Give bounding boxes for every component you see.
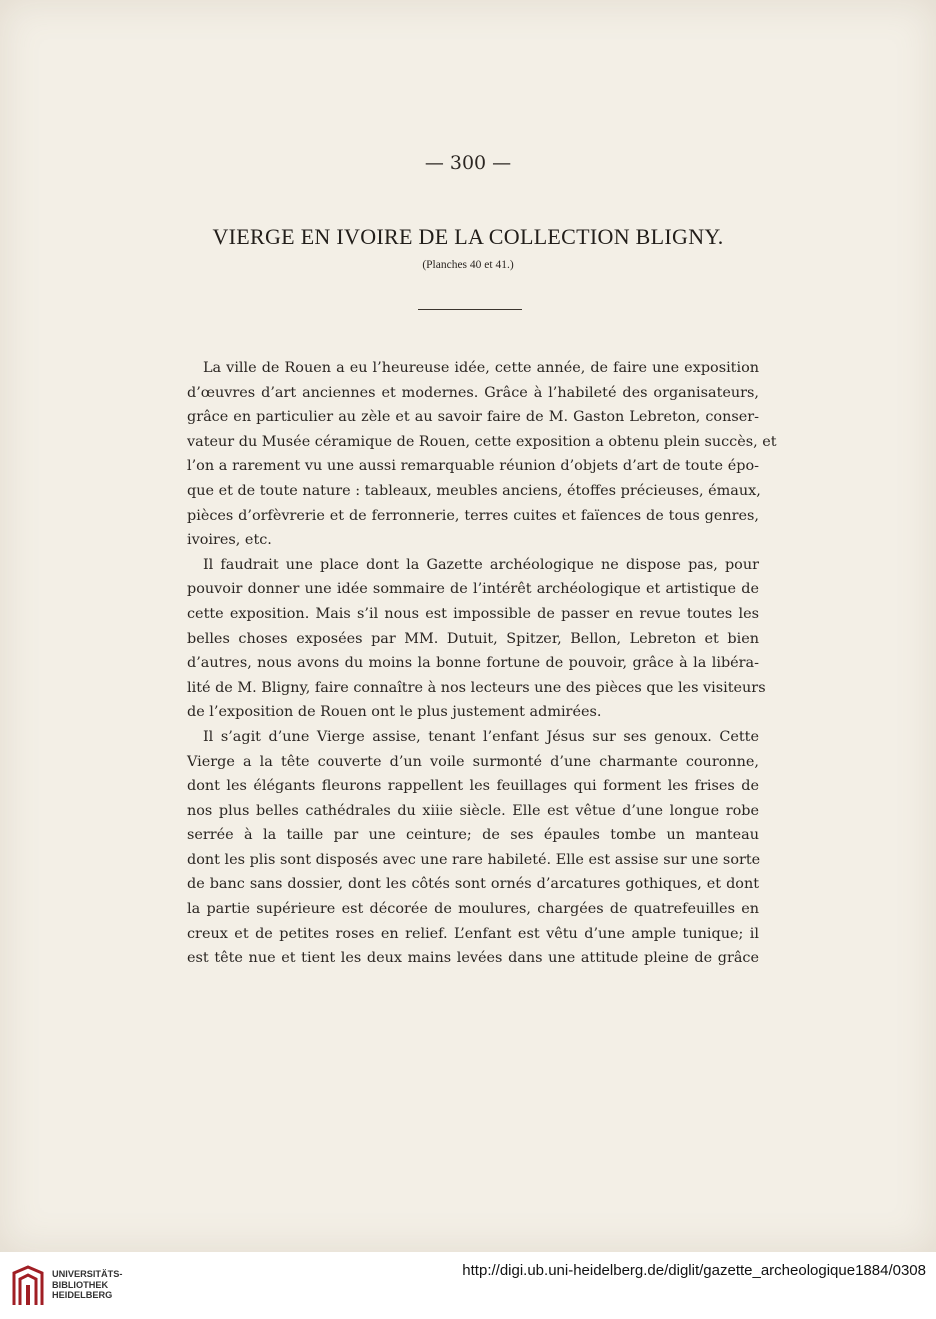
text-line: Il faudrait une place dont la Gazette archéologique ne dispose pas, pour [203,556,759,573]
permalink-url[interactable]: http://digi.ub.uni-heidelberg.de/diglit/gazette_archeologique1884/0308 [462,1262,926,1279]
text-line: ivoires, etc. [187,532,272,549]
text-line: cette exposition. Mais s’il nous est impossible de passer en revue toutes les [187,605,759,622]
library-name-line: UNIVERSITÄTS- [52,1269,123,1279]
text-line: d’œuvres d’art anciennes et modernes. Grâce à l’habileté des organisateurs, [187,384,759,401]
text-line: dont les élégants fleurons rappellent les feuillages qui forment les frises de [187,778,759,795]
library-name-line: BIBLIOTHEK [52,1279,109,1290]
title-divider [418,309,522,310]
article-title: VIERGE EN IVOIRE DE LA COLLECTION BLIGNY. [212,224,724,249]
text-line: nos plus belles cathédrales du xiiie siècle. Elle est vêtue d’une longue robe [187,802,759,819]
text-line: vateur du Musée céramique de Rouen, cette exposition a obtenu plein succès, et [187,433,777,450]
text-line: lité de M. Bligny, faire connaître à nos lecteurs une des pièces que les visiteurs [187,679,766,696]
library-name [52,1269,122,1301]
page-number: — 300 — [424,152,512,174]
plates-reference: (Planches 40 et 41.) [422,259,514,271]
library-name-line: HEIDELBERG [52,1290,113,1300]
text-line: l’on a rarement vu une aussi remarquable réunion d’objets d’art de toute épo- [187,458,759,475]
text-line: la partie supérieure est décorée de moulures, chargées de quatrefeuilles en [187,901,759,918]
text-line: creux et de petites roses en relief. L’enfant est vêtu d’une ample tunique; il [187,925,759,942]
text-line: dont les plis sont disposés avec une rare habileté. Elle est assise sur une sorte [187,851,761,868]
text-line: est tête nue et tient les deux mains levées dans une attitude pleine de grâce [187,950,759,967]
text-line: d’autres, nous avons du moins la bonne fortune de pouvoir, grâce à la libéra- [187,655,759,672]
text-line: Il s’agit d’une Vierge assise, tenant l’enfant Jésus sur ses genoux. Cette [203,728,759,745]
article-body [187,356,777,971]
text-line: de l’exposition de Rouen ont le plus justement admirées. [187,704,602,721]
text-line: pièces d’orfèvrerie et de ferronnerie, terres cuites et faïences de tous genres, [187,507,759,524]
text-line: que et de toute nature : tableaux, meubles anciens, étoffes précieuses, émaux, [187,482,761,499]
text-line: La ville de Rouen a eu l’heureuse idée, cette année, de faire une exposition [203,360,759,376]
footer-bar [0,1252,936,1319]
text-line: pouvoir donner une idée sommaire de l’intérêt archéologique et artistique de [187,581,759,598]
text-line: serrée à la taille par une ceinture; de ses épaules tombe un manteau [187,827,759,844]
library-logo-icon [10,1265,46,1307]
text-line: grâce en particulier au zèle et au savoir faire de M. Gaston Lebreton, conser- [187,409,759,426]
text-line: Vierge a la tête couverte d’un voile surmonté d’une charmante couronne, [187,753,759,770]
text-line: belles choses exposées par MM. Dutuit, Spitzer, Bellon, Lebreton et bien [187,630,759,647]
text-line: de banc sans dossier, dont les côtés sont ornés d’arcatures gothiques, et dont [187,876,759,893]
